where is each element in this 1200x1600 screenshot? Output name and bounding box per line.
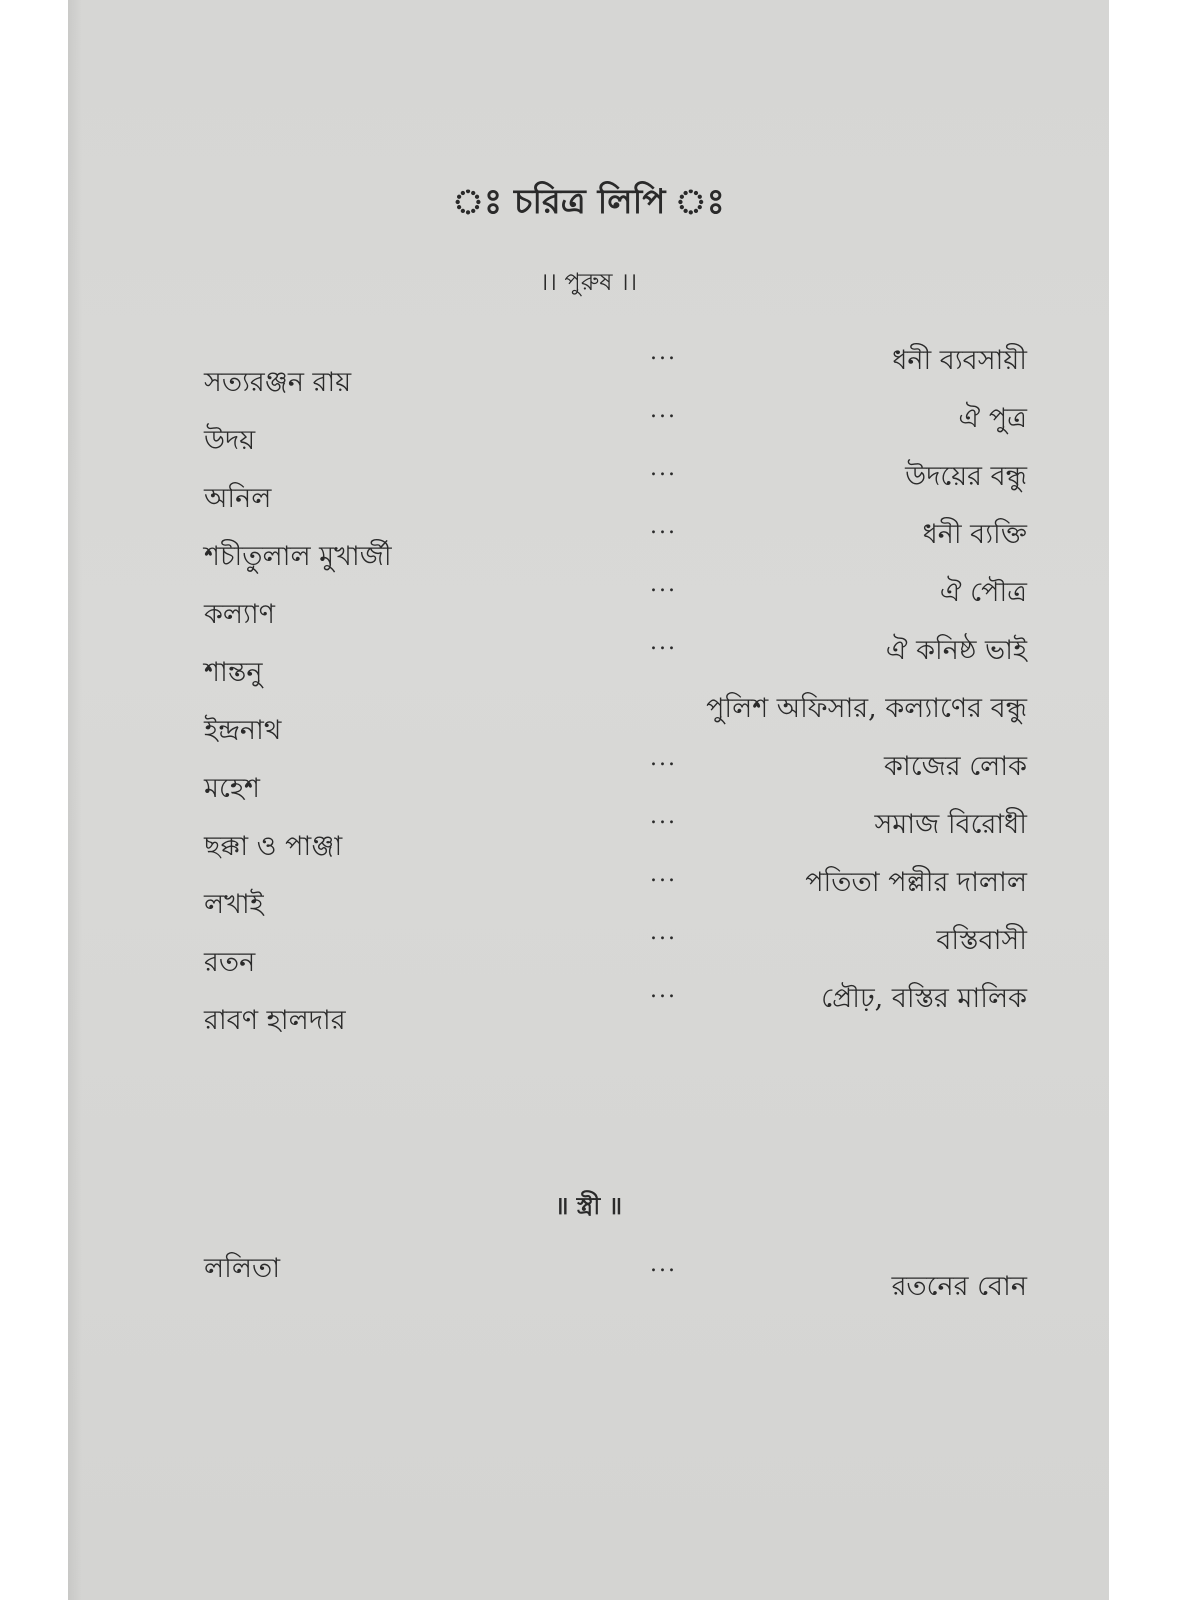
- character-name: মহেশ: [204, 773, 261, 804]
- character-name: ছক্কা ও পাঞ্জা: [204, 831, 343, 862]
- character-role: ঐ পৌত্র: [939, 577, 1027, 608]
- character-row: [68, 1248, 1109, 1302]
- character-name: রাবণ হালদার: [204, 1005, 346, 1036]
- character-name: অনিল: [204, 483, 272, 514]
- separator-dots: ...: [650, 1252, 677, 1277]
- character-role: প্রৌঢ়, বস্তির মালিক: [821, 983, 1027, 1014]
- separator-dots: ...: [650, 630, 677, 655]
- female-heading: ॥ স্ত্রী ॥: [554, 1191, 623, 1220]
- separator-dots: ...: [650, 514, 677, 539]
- separator-dots: ...: [650, 862, 677, 887]
- separator-dots: ...: [650, 920, 677, 945]
- character-row: [68, 398, 1109, 456]
- character-role: রতনের বোন: [891, 1271, 1027, 1302]
- character-role: পুলিশ অফিসার, কল্যাণের বন্ধু: [706, 693, 1027, 724]
- separator-dots: ...: [650, 978, 677, 1003]
- character-role: ঐ কনিষ্ঠ ভাই: [885, 635, 1027, 666]
- male-heading: ।। পুরুষ ।।: [539, 268, 638, 296]
- character-row: [68, 692, 1109, 746]
- character-role: ঐ পুত্র: [958, 403, 1027, 434]
- separator-dots: ...: [650, 804, 677, 829]
- character-name: উদয়: [204, 425, 256, 456]
- character-row: [68, 456, 1109, 514]
- character-row: [68, 862, 1109, 920]
- character-name: সত্যরঞ্জন রায়: [204, 367, 352, 398]
- page-edge-shadow: [68, 0, 82, 1600]
- character-role: পতিতা পল্লীর দালাল: [805, 867, 1027, 898]
- character-row: [68, 630, 1109, 688]
- character-row: [68, 514, 1109, 572]
- character-name: ইন্দ্রনাথ: [204, 715, 282, 746]
- character-role: সমাজ বিরোধী: [874, 809, 1027, 840]
- character-role: উদয়ের বন্ধু: [905, 461, 1027, 492]
- character-name: কল্যাণ: [204, 599, 275, 630]
- character-name: ললিতা: [204, 1253, 281, 1284]
- character-row: [68, 746, 1109, 804]
- character-role: ধনী ব্যবসায়ী: [892, 345, 1027, 376]
- character-role: বস্তিবাসী: [936, 925, 1027, 956]
- character-name: রতন: [204, 947, 256, 978]
- character-row: [68, 572, 1109, 630]
- separator-dots: ...: [650, 340, 677, 365]
- character-name: শচীতুলাল মুখার্জী: [204, 541, 392, 572]
- character-name: শান্তনু: [204, 657, 263, 688]
- character-row: [68, 978, 1109, 1036]
- separator-dots: ...: [650, 746, 677, 771]
- separator-dots: ...: [650, 572, 677, 597]
- character-role: ধনী ব্যক্তি: [922, 519, 1027, 550]
- character-row: [68, 804, 1109, 862]
- character-name: লখাই: [204, 889, 264, 920]
- character-row: [68, 920, 1109, 978]
- character-row: [68, 340, 1109, 398]
- separator-dots: ...: [650, 398, 677, 423]
- separator-dots: ...: [650, 456, 677, 481]
- character-role: কাজের লোক: [884, 751, 1027, 782]
- page-title: ঃ চরিত্র লিপি ঃ: [452, 182, 725, 222]
